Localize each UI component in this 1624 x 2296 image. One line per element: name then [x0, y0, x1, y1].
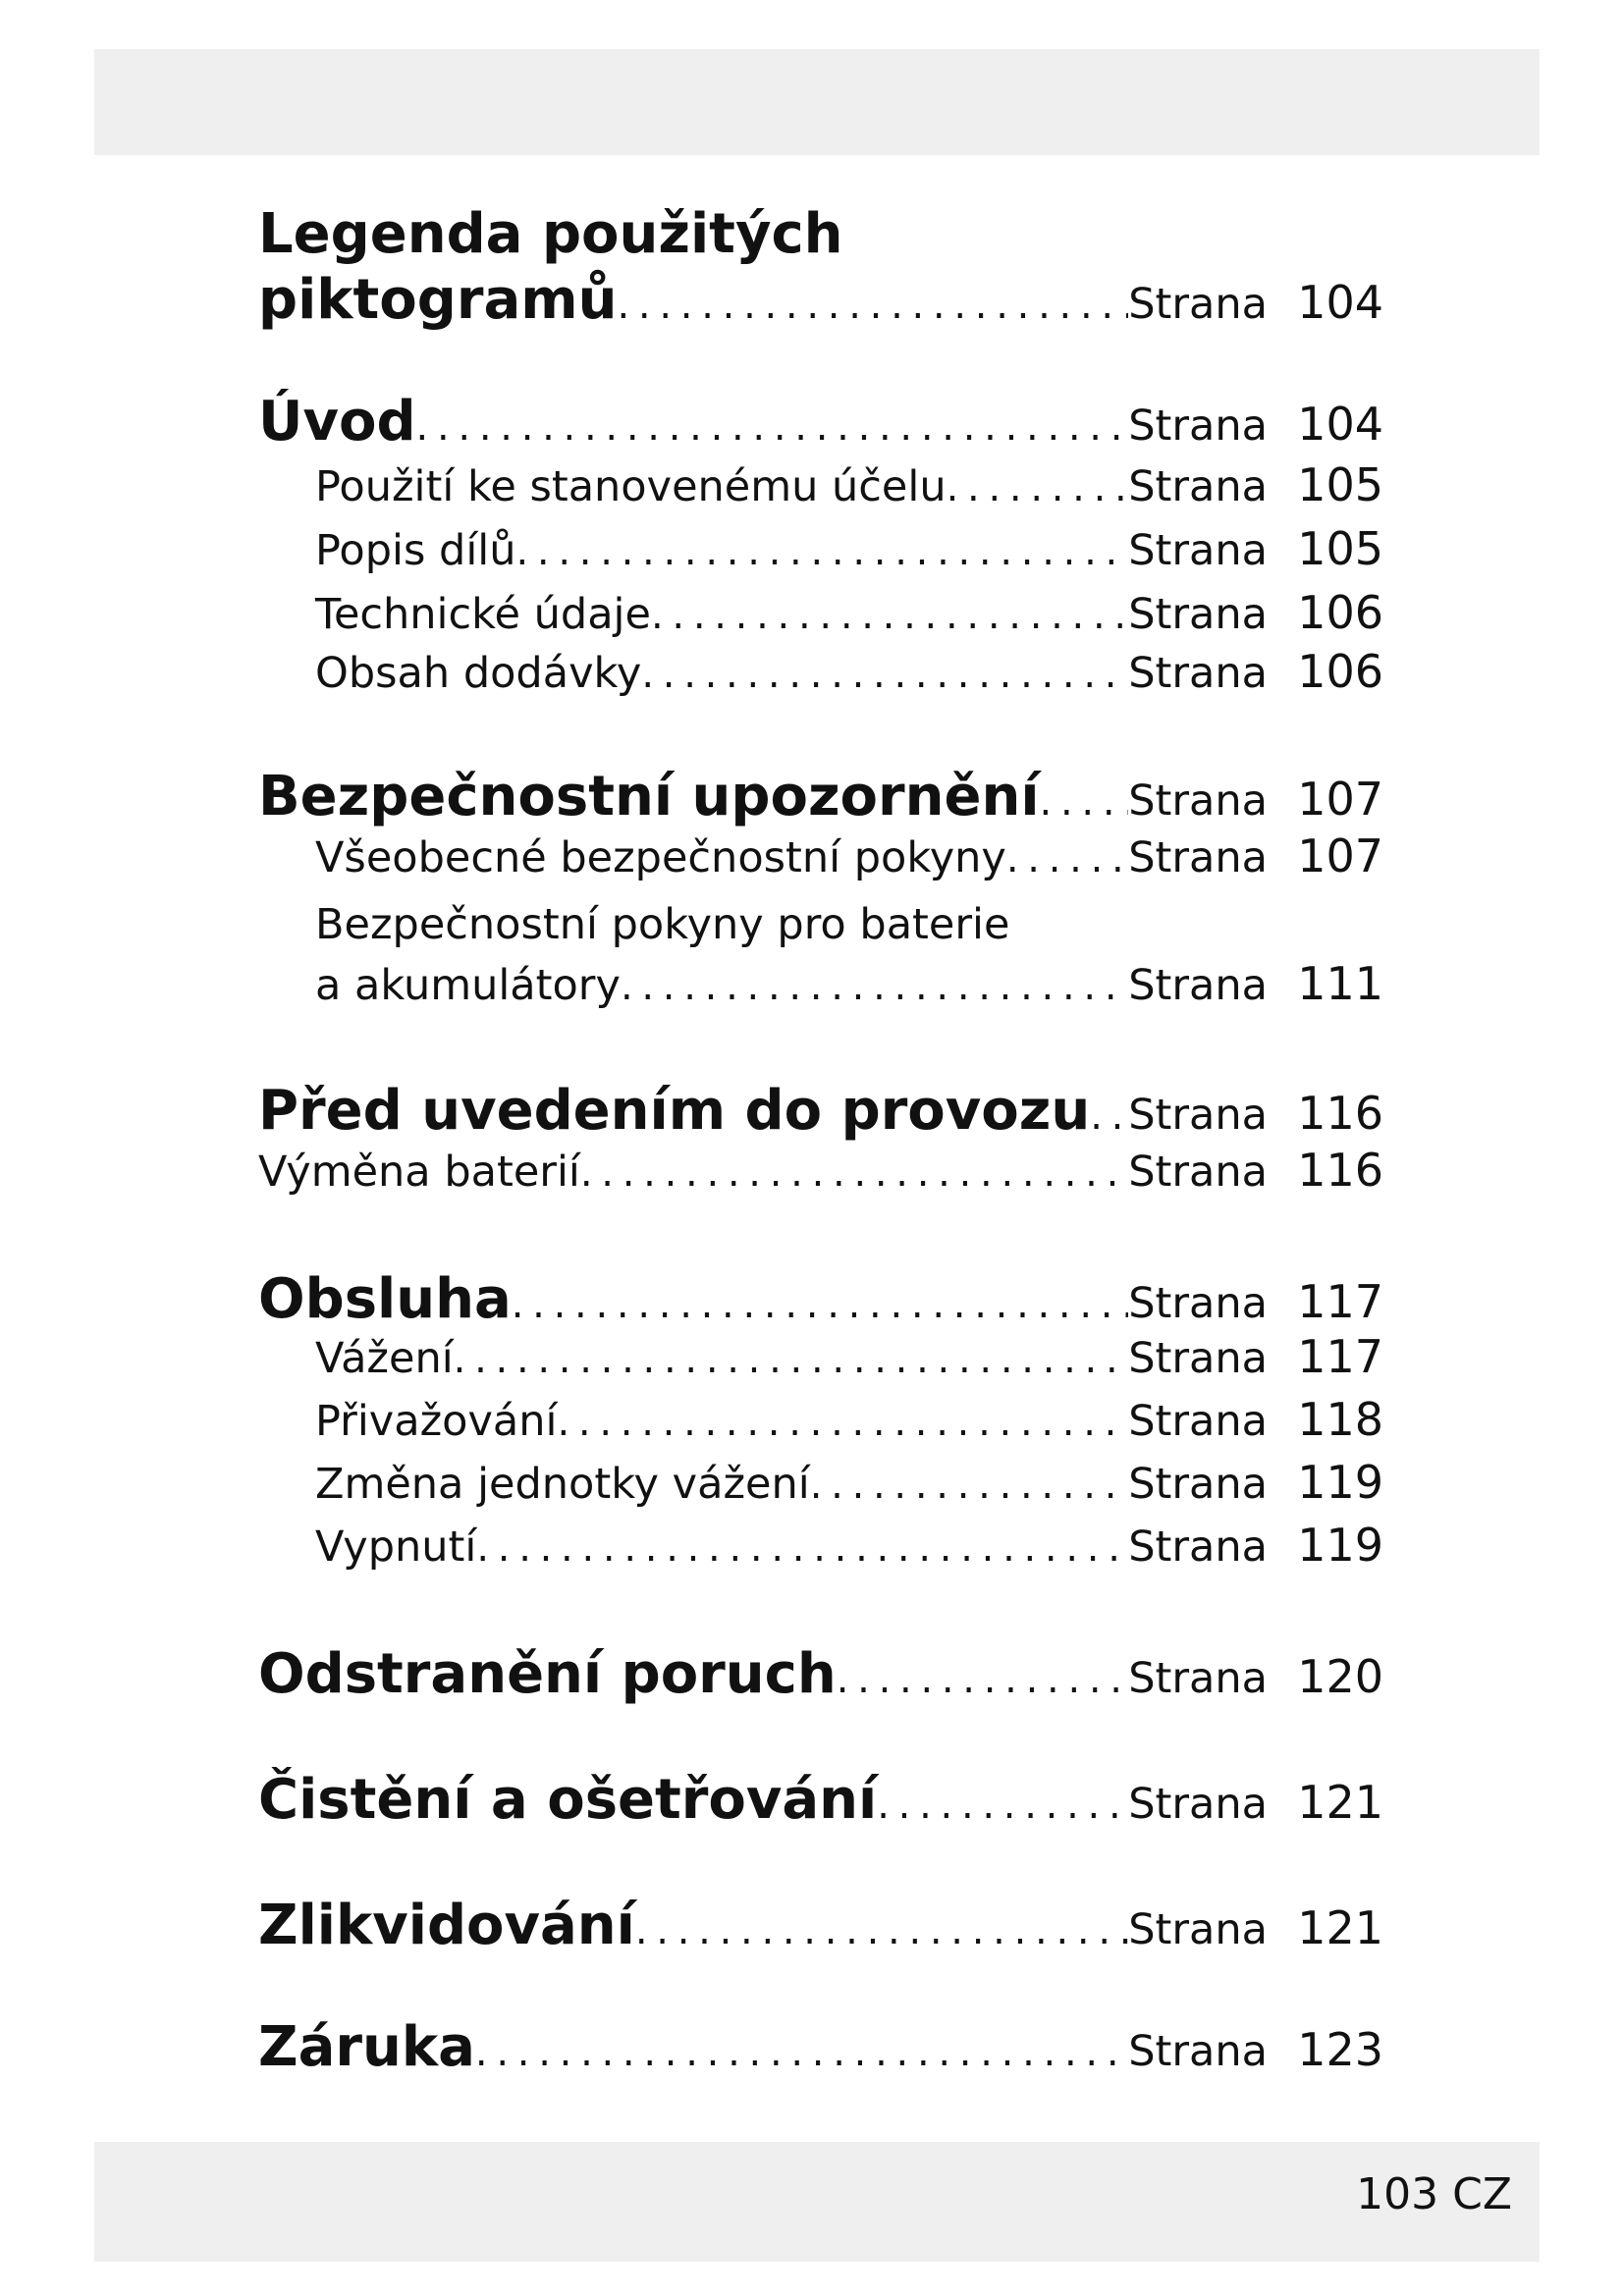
toc-subentry[interactable]	[258, 1456, 1383, 1519]
page-number: 107	[1297, 829, 1383, 882]
page-number: 119	[1297, 1519, 1383, 1572]
dot-leader	[651, 596, 1128, 635]
toc-entry-label: Výměna baterií	[258, 1148, 580, 1197]
page-number-footer: 103 CZ	[1356, 2169, 1512, 2219]
toc-entry-cisteni[interactable]	[258, 1768, 1383, 1833]
dot-leader	[810, 1466, 1129, 1505]
dot-leader	[1090, 1096, 1128, 1136]
page-prefix: Strana	[1128, 1148, 1268, 1197]
footer-band	[94, 2142, 1540, 2262]
page-prefix: Strana	[1128, 2027, 1268, 2076]
page-number: 106	[1297, 586, 1383, 639]
dot-leader	[617, 286, 1128, 325]
page-number: 105	[1297, 522, 1383, 575]
dot-leader	[1040, 782, 1129, 822]
page-number: 105	[1297, 458, 1383, 511]
dot-leader	[641, 655, 1128, 694]
dot-leader	[837, 1660, 1128, 1699]
page-prefix: Strana	[1128, 462, 1268, 511]
toc-subentry[interactable]	[258, 1330, 1383, 1393]
toc-entry-legend[interactable]	[258, 268, 1383, 339]
toc-entry-label: Bezpečnostní upozornění	[258, 765, 1040, 828]
toc-entry-label: Čistění a ošetřování	[258, 1768, 878, 1832]
page-number: 120	[1297, 1650, 1383, 1703]
dot-leader	[947, 468, 1129, 507]
toc-subentry[interactable]	[258, 829, 1383, 892]
toc-entry-vymena[interactable]	[258, 1144, 1383, 1206]
page-prefix: Strana	[1128, 649, 1268, 698]
toc-entry-label: piktogramů	[258, 268, 618, 332]
page-prefix: Strana	[1128, 1905, 1268, 1954]
toc-subentry[interactable]	[258, 1393, 1383, 1456]
toc-subentry-label: Použití ke stanovenému účelu	[315, 462, 947, 511]
toc-subentry[interactable]	[258, 458, 1383, 522]
toc-subentry-label: Vážení	[315, 1334, 454, 1383]
dot-leader	[476, 1528, 1128, 1568]
dot-leader	[635, 1911, 1128, 1950]
toc-entry-odstraneni[interactable]	[258, 1642, 1383, 1707]
toc-subentry-label: Technické údaje	[315, 590, 651, 639]
page-number: 106	[1297, 645, 1383, 698]
toc-entry-label: Zlikvidování	[258, 1894, 635, 1957]
page-prefix: Strana	[1128, 280, 1268, 329]
toc-subentry-label: Vypnutí	[315, 1522, 477, 1572]
dot-leader	[621, 967, 1128, 1006]
page-prefix: Strana	[1128, 590, 1268, 639]
page-number: 119	[1297, 1456, 1383, 1509]
page-prefix: Strana	[1128, 776, 1268, 826]
page-number: 117	[1297, 1330, 1383, 1383]
page-prefix: Strana	[1128, 526, 1268, 575]
page-number: 118	[1297, 1393, 1383, 1446]
page-prefix: Strana	[1128, 1334, 1268, 1383]
toc-entry-obsluha[interactable]	[258, 1267, 1383, 1330]
toc-title-legend-line1: Legenda použitých	[258, 202, 843, 266]
page-number: 116	[1297, 1144, 1383, 1197]
page-number: 123	[1297, 2023, 1383, 2076]
page-prefix: Strana	[1128, 1279, 1268, 1328]
page-prefix: Strana	[1128, 1780, 1268, 1829]
toc-entry-zlikvidovani[interactable]	[258, 1894, 1383, 1958]
page-number: 111	[1297, 957, 1383, 1010]
dot-leader	[1006, 839, 1128, 879]
toc-subentry[interactable]	[258, 522, 1383, 586]
toc-subentry-line1: Bezpečnostní pokyny pro baterie	[315, 900, 1010, 949]
toc-entry-uvod[interactable]	[258, 390, 1383, 458]
dot-leader	[416, 407, 1129, 447]
table-of-contents	[258, 201, 1383, 2080]
toc-subentry-label: Všeobecné bezpečnostní pokyny	[315, 833, 1006, 882]
toc-subentry[interactable]	[258, 586, 1383, 645]
page-number: 121	[1297, 1901, 1383, 1954]
page-number: 107	[1297, 773, 1383, 826]
page-prefix: Strana	[1128, 1460, 1268, 1509]
page-number: 104	[1297, 276, 1383, 329]
toc-subentry-label: Přivažování	[315, 1397, 558, 1446]
toc-entry-zaruka[interactable]	[258, 2015, 1383, 2080]
page-number: 121	[1297, 1776, 1383, 1829]
dot-leader	[557, 1403, 1128, 1442]
page-prefix: Strana	[1128, 833, 1268, 882]
toc-entry-label: Úvod	[258, 390, 416, 454]
dot-leader	[877, 1786, 1128, 1825]
toc-entry-bezpecnost[interactable]	[258, 765, 1383, 829]
toc-subentry-label: a akumulátory	[315, 961, 621, 1010]
toc-subentry[interactable]	[258, 1519, 1383, 1581]
dot-leader	[512, 1285, 1128, 1324]
toc-subentry[interactable]	[258, 645, 1383, 706]
toc-entry-label: Záruka	[258, 2015, 475, 2079]
toc-subentry-label: Změna jednotky vážení	[315, 1460, 810, 1509]
toc-entry-label: Obsluha	[258, 1267, 512, 1331]
page-prefix: Strana	[1128, 401, 1268, 451]
page-prefix: Strana	[1128, 1397, 1268, 1446]
page-prefix: Strana	[1128, 961, 1268, 1010]
page-number: 117	[1297, 1275, 1383, 1328]
dot-leader	[515, 532, 1128, 571]
toc-subentry-label: Obsah dodávky	[315, 649, 642, 698]
page-prefix: Strana	[1128, 1091, 1268, 1140]
page-number: 104	[1297, 398, 1383, 451]
toc-entry-label: Před uvedením do provozu	[258, 1079, 1091, 1143]
page-number: 116	[1297, 1087, 1383, 1140]
toc-subentry-label: Popis dílů	[315, 526, 516, 575]
header-band	[94, 49, 1540, 155]
dot-leader	[580, 1153, 1128, 1193]
toc-entry-pred[interactable]	[258, 1079, 1383, 1144]
dot-leader	[475, 2033, 1128, 2072]
dot-leader	[454, 1340, 1129, 1379]
page-prefix: Strana	[1128, 1654, 1268, 1703]
toc-entry-label: Odstranění poruch	[258, 1642, 837, 1706]
page-prefix: Strana	[1128, 1522, 1268, 1572]
toc-subentry[interactable]	[258, 957, 1383, 1020]
